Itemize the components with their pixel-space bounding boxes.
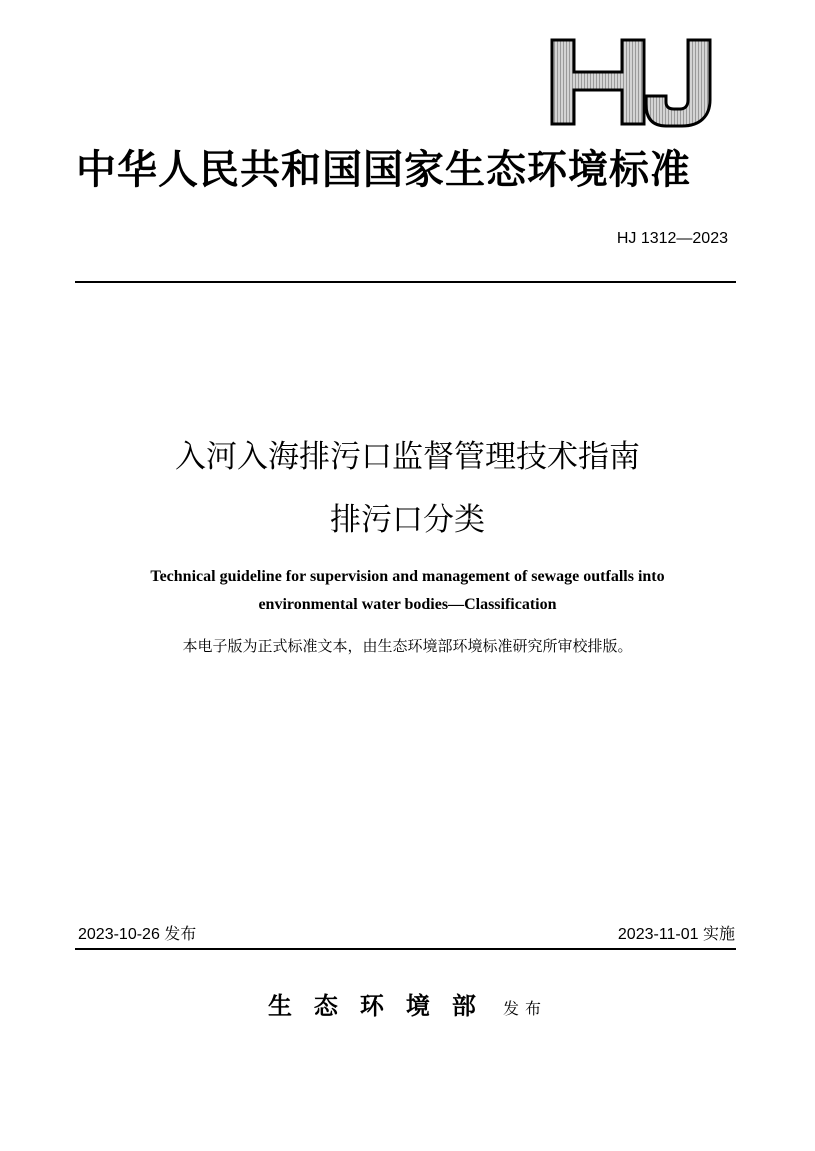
implementation-date: 2023-11-01 实施 [617, 926, 735, 943]
publisher-line [0, 988, 815, 1027]
english-title [40, 563, 775, 619]
english-title-line-1: Technical guideline for supervision and management of sewage outfalls into [150, 568, 665, 585]
bottom-divider [75, 948, 736, 950]
publisher-suffix: 发布 [503, 999, 548, 1018]
standard-category-title: 中华人民共和国国家生态环境标准 [76, 146, 691, 193]
standard-number: HJ 1312—2023 [616, 230, 728, 247]
publisher-name: 生态环境部 [267, 991, 498, 1020]
top-divider [75, 281, 736, 283]
issue-date: 2023-10-26 发布 [78, 926, 197, 943]
edition-notice: 本电子版为正式标准文本，由生态环境部环境标准研究所审校排版。 [182, 637, 633, 655]
document-subtitle: 排污口分类 [330, 502, 485, 538]
hj-logo [548, 34, 718, 130]
english-title-line-2: environmental water bodies—Classification [258, 596, 557, 613]
document-title: 入河入海排污口监督管理技术指南 [175, 439, 640, 475]
